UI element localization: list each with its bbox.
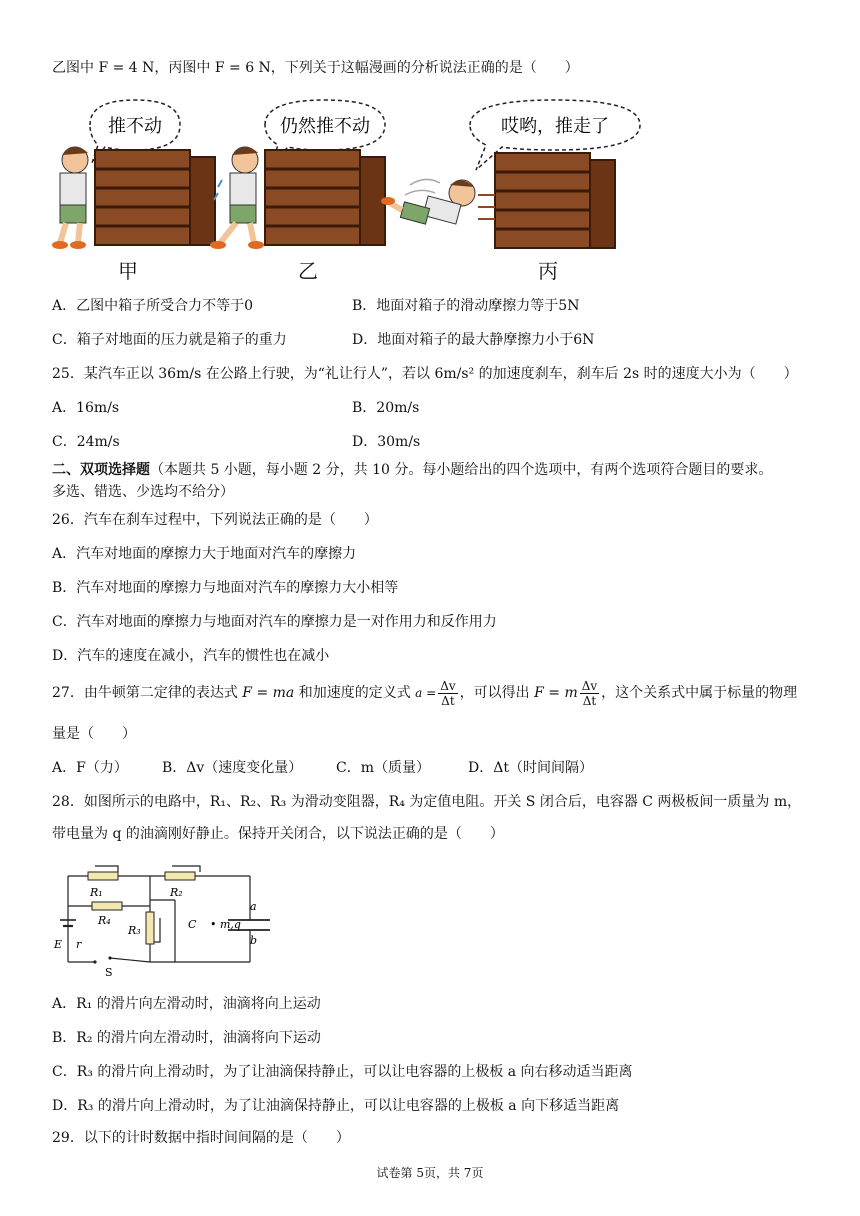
r2-resistor <box>165 872 195 880</box>
q27-eq2-num: Δv <box>440 678 456 693</box>
section2-title: 二、双项选择题 <box>52 462 150 478</box>
cartoon-illustration <box>50 95 650 285</box>
q27-eq3-lhs: F = m <box>534 685 578 701</box>
page-footer: 试卷第 5页，共 7页 <box>376 1166 484 1180</box>
q27-option-a[interactable]: A．F（力） <box>52 760 128 776</box>
q24-option-a[interactable]: A．乙图中箱子所受合力不等于0 <box>52 298 254 314</box>
bubble-jia: 推不动 <box>108 116 162 137</box>
q27-eq3-frac <box>580 679 599 708</box>
label-r1: R₁ <box>90 886 103 899</box>
label-mq: • m,q <box>210 918 241 931</box>
q26-option-b[interactable]: B．汽车对地面的摩擦力与地面对汽车的摩擦力大小相等 <box>52 580 399 596</box>
caption-yi: 乙 <box>298 259 318 283</box>
q27-stem-c: ，可以得出 <box>459 685 530 701</box>
label-r4: R₄ <box>98 914 111 927</box>
q28-option-a[interactable]: A．R₁ 的滑片向左滑动时，油滴将向上运动 <box>52 996 321 1012</box>
q27-stem <box>52 676 797 710</box>
q27-eq2-lhs: a = <box>415 686 437 700</box>
label-r3: R₃ <box>128 924 141 937</box>
label-r: r <box>76 938 82 951</box>
q27-option-b[interactable]: B．Δv（速度变化量） <box>162 760 303 776</box>
q27-stem-d: ，这个关系式中属于标量的物理 <box>601 685 798 701</box>
q27-stem-cont: 量是（ ） <box>52 726 136 742</box>
caption-bing: 丙 <box>538 259 558 283</box>
section2-header <box>52 460 772 480</box>
q27-eq2-frac <box>438 679 457 708</box>
q27-option-c[interactable]: C．m（质量） <box>336 760 430 776</box>
label-a: a <box>250 900 257 913</box>
q24-option-b[interactable]: B．地面对箱子的滑动摩擦力等于5N <box>352 298 580 314</box>
q27-eq2-den: Δt <box>441 693 455 708</box>
q26-option-d[interactable]: D．汽车的速度在减小，汽车的惯性也在减小 <box>52 648 330 664</box>
q25-stem: 25．某汽车正以 36m/s 在公路上行驶，为“礼让行人”，若以 6m/s² 的加速度刹车，刹车后 2s 时的速度大小为（ ） <box>52 366 798 382</box>
q26-stem: 26．汽车在刹车过程中，下列说法正确的是（ ） <box>52 512 378 528</box>
label-switch: S <box>105 966 113 979</box>
r4-resistor <box>92 902 122 910</box>
q28-option-c[interactable]: C．R₃ 的滑片向上滑动时，为了让油滴保持静止，可以让电容器的上极板 a 向右移动适当距离 <box>52 1064 633 1080</box>
q27-stem-a: 27．由牛顿第二定律的表达式 <box>52 685 238 701</box>
bubble-yi: 仍然推不动 <box>280 116 370 137</box>
label-b: b <box>250 934 258 947</box>
q25-option-c[interactable]: C．24m/s <box>52 434 120 450</box>
q27-stem-b: 和加速度的定义式 <box>298 685 411 701</box>
q26-option-c[interactable]: C．汽车对地面的摩擦力与地面对汽车的摩擦力是一对作用力和反作用力 <box>52 614 497 630</box>
q25-option-d[interactable]: D．30m/s <box>352 434 421 450</box>
q27-eq1: F = ma <box>242 685 295 701</box>
q27-option-d[interactable]: D．Δt（时间间隔） <box>468 760 593 776</box>
q25-option-b[interactable]: B．20m/s <box>352 400 420 416</box>
label-r2: R₂ <box>170 886 183 899</box>
r1-resistor <box>88 872 118 880</box>
q28-stem-cont: 带电量为 q 的油滴刚好静止。保持开关闭合，以下说法正确的是（ ） <box>52 826 504 842</box>
q24-option-c[interactable]: C．箱子对地面的压力就是箱子的重力 <box>52 332 287 348</box>
section2-desc-cont: 多选、错选、少选均不给分） <box>52 484 234 500</box>
q25-option-a[interactable]: A．16m/s <box>52 400 120 416</box>
q27-eq3-num: Δv <box>581 678 598 693</box>
q26-option-a[interactable]: A．汽车对地面的摩擦力大于地面对汽车的摩擦力 <box>52 546 357 562</box>
q24-stem: 乙图中 F = 4 N，丙图中 F = 6 N，下列关于这幅漫画的分析说法正确的是（ ） <box>52 60 579 76</box>
q27-eq3-den: Δt <box>582 693 597 708</box>
q29-stem: 29．以下的计时数据中指时间间隔的是（ ） <box>52 1130 350 1146</box>
caption-jia: 甲 <box>118 259 138 283</box>
circuit-diagram <box>50 862 270 980</box>
label-capacitor: C <box>188 918 197 931</box>
r3-resistor <box>146 912 154 944</box>
bubble-bing: 哎哟，推走了 <box>501 116 609 137</box>
label-e: E <box>54 938 63 951</box>
q24-option-d[interactable]: D．地面对箱子的最大静摩擦力小于6N <box>352 332 595 348</box>
q28-option-b[interactable]: B．R₂ 的滑片向左滑动时，油滴将向下运动 <box>52 1030 321 1046</box>
q28-option-d[interactable]: D．R₃ 的滑片向上滑动时，为了让油滴保持静止，可以让电容器的上极板 a 向下移适当距离 <box>52 1098 620 1114</box>
section2-desc: （本题共 5 小题，每小题 2 分，共 10 分。每小题给出的四个选项中，有两个选项符合题目的要求。 <box>150 462 773 478</box>
q28-stem: 28．如图所示的电路中，R₁、R₂、R₃ 为滑动变阻器，R₄ 为定值电阻。开关 S 闭合后，电容器 C 两极板间一质量为 m， <box>52 794 802 810</box>
